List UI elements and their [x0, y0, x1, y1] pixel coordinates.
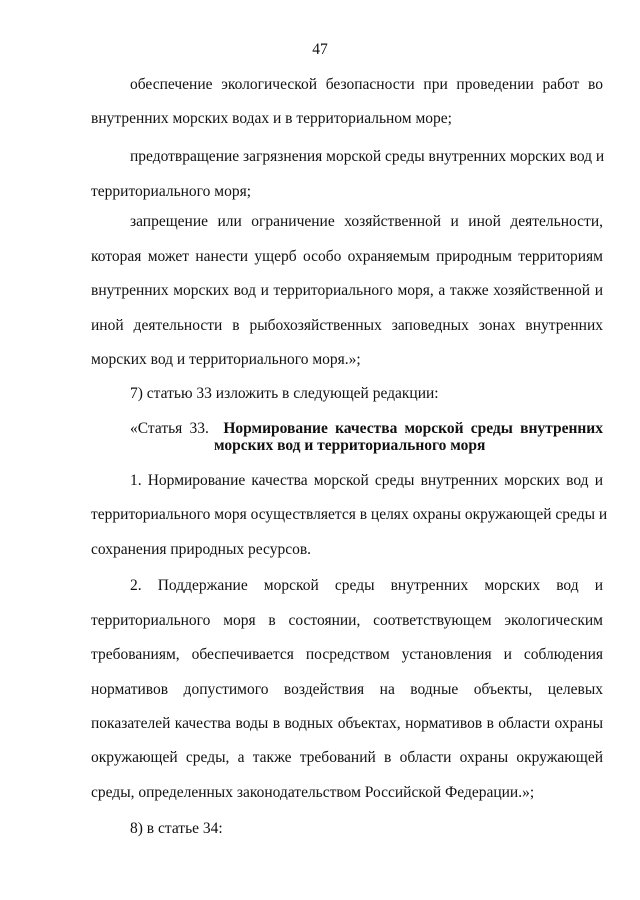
text-line: территориального моря;	[91, 183, 252, 200]
text-line: окружающей среды, а также требований в области охраны окружающей	[91, 749, 603, 766]
text-line: предотвращение загрязнения морской среды внутренних морских вод и	[130, 148, 605, 165]
text-line: которая может нанести ущерб особо охраняемым природным территориям	[91, 248, 603, 265]
article-number: «Статья 33.	[130, 420, 209, 437]
text-line: 7) статью 33 изложить в следующей редакции:	[130, 385, 439, 402]
text-line: среды, определенных законодательством Российской Федерации.»;	[91, 784, 535, 801]
text-line: сохранения природных ресурсов.	[91, 541, 312, 558]
text-line: запрещение или ограничение хозяйственной и иной деятельности,	[130, 213, 603, 230]
text-line: 8) в статье 34:	[130, 820, 223, 837]
text-line: морских вод и территориального моря.»;	[91, 351, 361, 368]
article-title: Нормирование качества морской среды внутренних	[223, 420, 603, 437]
text-line: требованиям, обеспечивается посредством установления и соблюдения	[91, 646, 603, 663]
text-line: 1. Нормирование качества морской среды внутренних морских вод и	[130, 472, 603, 489]
text-line: иной деятельности в рыбохозяйственных заповедных зонах внутренних	[91, 317, 603, 334]
text-line: внутренних морских вод и территориального моря, а также хозяйственной и	[91, 282, 603, 299]
article-title-continued: морских вод и территориального моря	[214, 437, 486, 454]
text-line: территориального моря в состоянии, соответствующем экологическим	[91, 612, 603, 629]
article-heading	[130, 420, 603, 438]
text-line: показателей качества воды в водных объектах, нормативов в области охраны	[91, 715, 603, 732]
text-line: территориального моря осуществляется в целях охраны окружающей среды и	[91, 506, 608, 523]
text-line: 2. Поддержание морской среды внутренних морских вод и	[130, 577, 603, 594]
page-number: 47	[312, 41, 328, 58]
text-line: нормативов допустимого воздействия на водные объекты, целевых	[91, 681, 603, 698]
text-line: обеспечение экологической безопасности при проведении работ во	[130, 76, 603, 93]
text-line: внутренних морских водах и в территориальном море;	[91, 110, 452, 127]
